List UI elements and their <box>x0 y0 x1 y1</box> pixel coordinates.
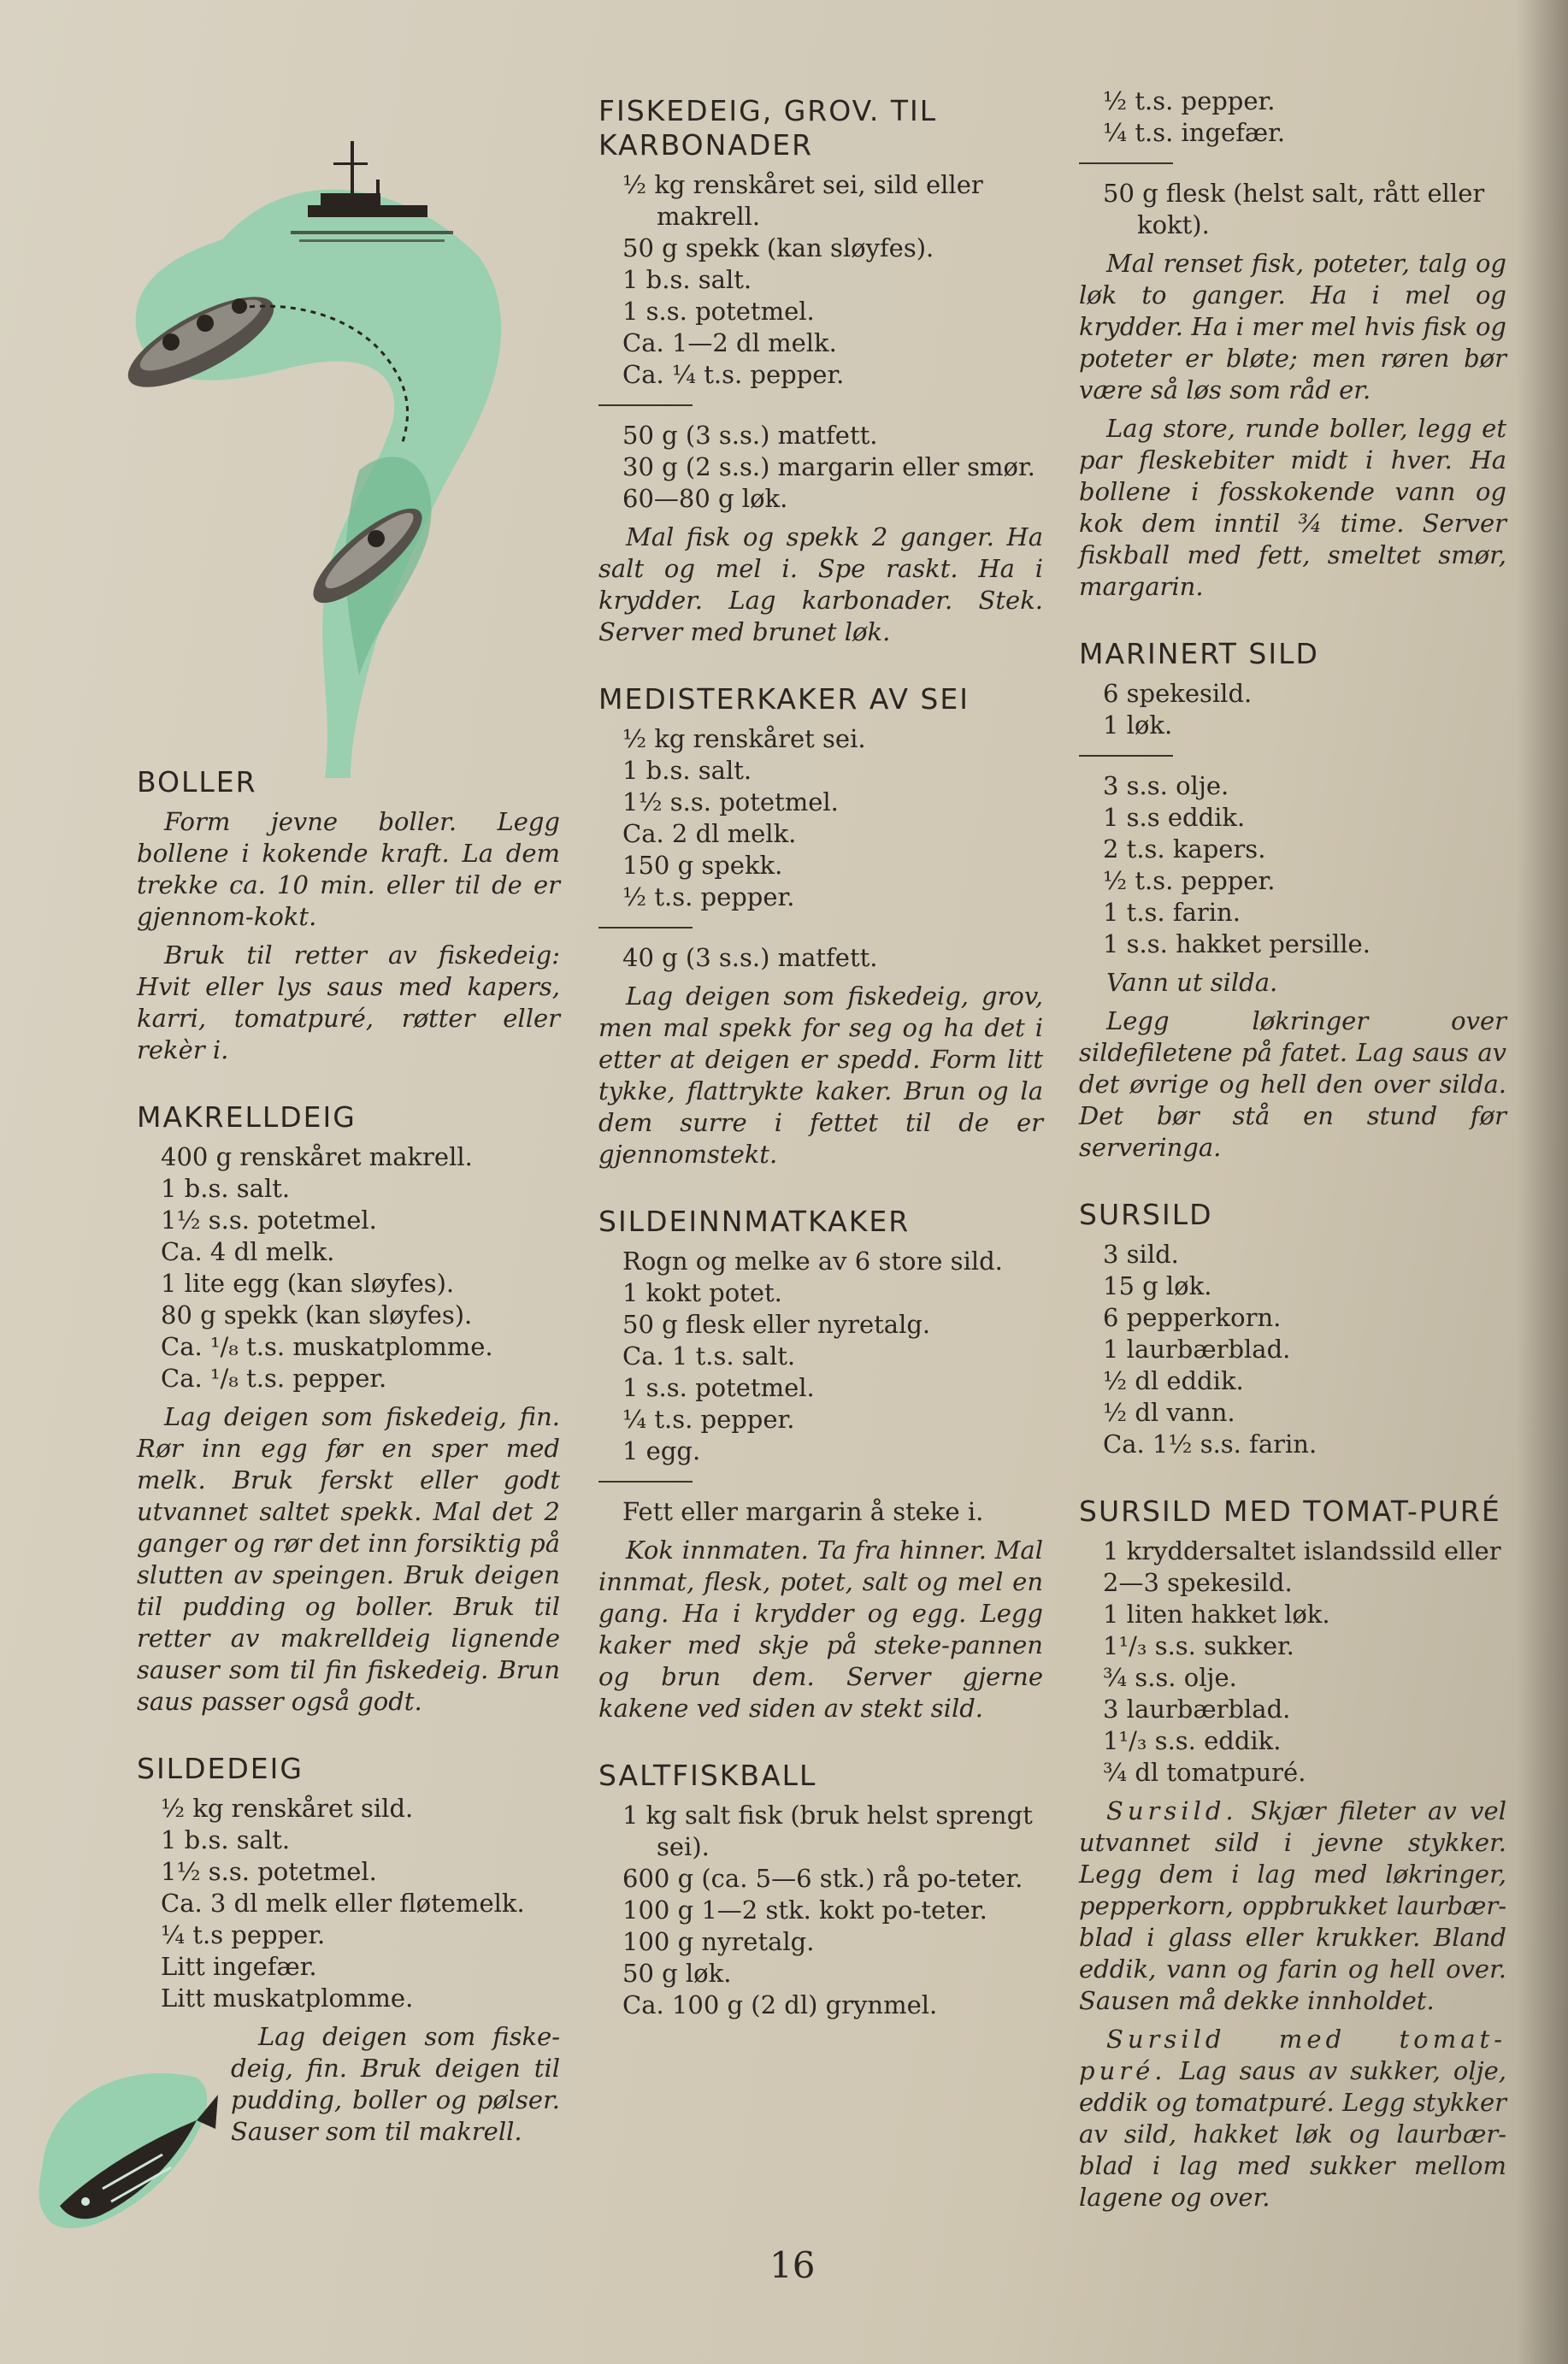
ingredient: ½ t.s. pepper. <box>622 882 795 911</box>
recipe-title: FISKEDEIG, GROV. TIL KARBONADER <box>598 94 938 162</box>
ingredient: 60—80 g løk. <box>622 484 788 513</box>
ingredient-list <box>137 1141 560 1394</box>
method-text: Skjær fileter av vel utvannet sild i jevne stykker. Legg dem i lag med løkringer, pepperkorn, oppbrukket laurbær-blad i glass eller krukker. Bland eddik, vann og farin og hell over. Sausen må dekke innholdet. <box>1079 1796 1506 2015</box>
ingredient: 1 s.s eddik. <box>1103 803 1246 832</box>
page-number: 16 <box>769 2244 816 2286</box>
recipe-title: MAKRELLDEIG <box>137 1100 357 1134</box>
ingredient: Ca. ¹/₈ t.s. muskatplomme. <box>161 1332 493 1361</box>
ingredient: 1 kg salt fisk (bruk helst sprengt sei). <box>622 1801 1033 1861</box>
ingredient-list <box>1079 85 1506 149</box>
method-lead: Sursild med tomat-puré. <box>1079 2025 1506 2085</box>
ingredient-list <box>598 723 1043 913</box>
recipe-title: SURSILD <box>1079 1198 1213 1231</box>
ingredient: Fett eller margarin å steke i. <box>622 1497 984 1526</box>
recipe-method: Lag deigen som fiskedeig, grov, men mal spekk for seg og ha det i etter at deigen er spedd. Form litt tykke, flattrykte kaker. Brun og la dem surre i fettet til de er gjennomstekt. <box>598 982 1043 1169</box>
ingredient: 1 b.s. salt. <box>161 1825 291 1854</box>
ingredient: Litt ingefær. <box>161 1952 317 1981</box>
ingredient: 6 spekesild. <box>1103 679 1253 708</box>
ingredient: ½ kg renskåret sild. <box>161 1794 414 1823</box>
ingredient: 1½ s.s. potetmel. <box>622 787 839 816</box>
divider <box>1079 755 1173 757</box>
recipe-method: Form jevne boller. Legg bollene i kokende kraft. La dem trekke ca. 10 min. eller til de er gjennom-kokt. <box>137 807 560 931</box>
divider <box>598 1481 693 1483</box>
ingredient: ½ dl eddik. <box>1103 1366 1244 1395</box>
ingredient: 400 g renskåret makrell. <box>161 1142 473 1171</box>
ingredient: 600 g (ca. 5—6 stk.) rå po-teter. <box>622 1864 1023 1893</box>
ingredient: Ca. ¼ t.s. pepper. <box>622 360 845 389</box>
recipe-title: MEDISTERKAKER AV SEI <box>598 682 970 716</box>
ingredient: 3 s.s. olje. <box>1103 771 1229 800</box>
ingredient: ¼ t.s. ingefær. <box>1103 118 1286 147</box>
method-text: Lag saus av sukker, olje, eddik og tomatpuré. Legg stykker av sild, hakket løk og laurbær-blad i lag med sukker mellom lagene og over. <box>1079 2056 1506 2212</box>
ingredient-list <box>1079 1239 1506 1460</box>
ingredient: 1 løk. <box>1103 710 1173 740</box>
recipe-title: SURSILD MED TOMAT-PURÉ <box>1079 1494 1501 1528</box>
recipe-method: Vann ut silda. <box>1106 968 1278 997</box>
ingredient: 50 g (3 s.s.) matfett. <box>622 421 878 450</box>
ingredient: Ca. 1½ s.s. farin. <box>1103 1430 1317 1459</box>
ingredient: 1¹/₃ s.s. eddik. <box>1103 1726 1282 1755</box>
method-lead: Sursild. <box>1106 1796 1238 1825</box>
recipe-method: Lag deigen som fiskedeig, fin. Rør inn egg før en sper med melk. Bruk ferskt eller godt utvannet saltet spekk. Mal det 2 ganger og rør det inn forsiktig på slutten av speingen. Bruk deigen til pudding og boller. Bruk til retter av makrelldeig lignende sauser som til fin fiskedeig. Brun saus passer også godt. <box>137 1402 560 1716</box>
column-middle <box>598 94 1043 2021</box>
ingredient-list <box>1079 770 1506 960</box>
ingredient: ¾ s.s. olje. <box>1103 1663 1237 1692</box>
ingredient: 1½ s.s. potetmel. <box>161 1857 377 1886</box>
ingredient: 30 g (2 s.s.) margarin eller smør. <box>622 452 1035 481</box>
recipe-title: MARINERT SILD <box>1079 637 1319 670</box>
recipe-title: SILDEINNMATKAKER <box>598 1205 911 1238</box>
ingredient: 50 g flesk eller nyretalg. <box>622 1310 931 1339</box>
ingredient: ½ t.s. pepper. <box>1103 86 1276 115</box>
ingredient: 1 s.s. potetmel. <box>622 1373 815 1402</box>
recipe-title: BOLLER <box>137 765 257 799</box>
ingredient: ½ kg renskåret sei, sild eller makrell. <box>622 170 983 231</box>
green-wash <box>136 190 501 778</box>
ingredient: 1½ s.s. potetmel. <box>161 1206 377 1235</box>
recipe-method <box>1079 1795 1506 2017</box>
ingredient: 1 kryddersaltet islandssild eller <box>1103 1536 1501 1565</box>
ingredient: 1 laurbærblad. <box>1103 1335 1291 1364</box>
ingredient: 3 laurbærblad. <box>1103 1695 1291 1724</box>
ingredient: Ca. 100 g (2 dl) grynmel. <box>622 1990 938 2019</box>
divider <box>598 404 693 406</box>
ingredient: 1 s.s. hakket persille. <box>1103 929 1371 958</box>
ingredient: 40 g (3 s.s.) matfett. <box>622 943 878 972</box>
recipe-method: Mal renset fisk, poteter, talg og løk to ganger. Ha i mel og krydder. Ha i mer mel hvis fisk og poteter er bløte; men røren bør være så løs som råd er. <box>1079 249 1506 404</box>
recipe-method: Bruk til retter av fiskedeig: Hvit eller lys saus med kapers, karri, tomatpuré, røtter eller rekèr i. <box>137 940 560 1064</box>
ingredient: 50 g flesk (helst salt, rått eller kokt). <box>1103 179 1485 239</box>
fishing-boats-illustration <box>120 111 530 778</box>
ingredient: Ca. 3 dl melk eller fløtemelk. <box>161 1889 525 1918</box>
ingredient: ¾ dl tomatpuré. <box>1103 1758 1306 1787</box>
ingredient-list <box>1079 178 1506 241</box>
ingredient: 15 g løk. <box>1103 1271 1212 1300</box>
ingredient-list <box>598 1800 1043 2021</box>
ingredient: 1 b.s. salt. <box>622 756 752 785</box>
ingredient-list <box>598 1246 1043 1467</box>
ingredient: 100 g nyretalg. <box>622 1927 815 1956</box>
ingredient-list <box>1079 678 1506 741</box>
ingredient: 150 g spekk. <box>622 851 783 880</box>
ingredient: Ca. 1—2 dl melk. <box>622 328 837 357</box>
ingredient: ½ kg renskåret sei. <box>622 724 866 753</box>
ingredient: 1¹/₃ s.s. sukker. <box>1103 1631 1294 1660</box>
ingredient: ¼ t.s pepper. <box>161 1920 326 1949</box>
ingredient-list <box>1079 1536 1506 1789</box>
ingredient: ¼ t.s. pepper. <box>622 1405 795 1434</box>
ingredient: 50 g spekk (kan sløyfes). <box>622 233 934 262</box>
ingredient: 3 sild. <box>1103 1240 1179 1269</box>
recipe-title: SALTFISKBALL <box>598 1759 817 1792</box>
ingredient: Rogn og melke av 6 store sild. <box>622 1247 1003 1276</box>
ingredient: 50 g løk. <box>622 1959 732 1988</box>
ingredient: Litt muskatplomme. <box>161 1984 414 2013</box>
recipe-method: Lag deigen som fiske-deig, fin. Bruk deigen til pudding, boller og pølser. Sauser som til makrell. <box>231 2022 560 2146</box>
ingredient: 6 pepperkorn. <box>1103 1303 1282 1332</box>
column-right <box>1079 85 1506 2214</box>
recipe-method: Mal fisk og spekk 2 ganger. Ha salt og mel i. Spe raskt. Ha i krydder. Lag karbonader. Stek. Server med brunet løk. <box>598 522 1043 646</box>
ingredient: 1 lite egg (kan sløyfes). <box>161 1269 455 1298</box>
ingredient-list <box>598 169 1043 391</box>
ingredient-list <box>137 1793 560 2014</box>
ingredient: ½ dl vann. <box>1103 1398 1235 1427</box>
ingredient: 1 b.s. salt. <box>161 1174 291 1203</box>
ingredient: 100 g 1—2 stk. kokt po-teter. <box>622 1895 987 1925</box>
column-left <box>137 765 560 2148</box>
ingredient: Ca. 1 t.s. salt. <box>622 1341 796 1371</box>
ingredient: 1 egg. <box>622 1436 701 1465</box>
ingredient: Ca. ¹/₈ t.s. pepper. <box>161 1364 387 1393</box>
ingredient-list <box>598 1496 1043 1528</box>
ingredient: 2 t.s. kapers. <box>1103 834 1266 864</box>
ingredient: 1 s.s. potetmel. <box>622 297 815 326</box>
ingredient: ½ t.s. pepper. <box>1103 866 1276 895</box>
recipe-method: Lag store, runde boller, legg et par fleskebiter midt i hver. Ha bollene i fosskokende vann og kok dem inntil ¾ time. Server fiskball med fett, smeltet smør, margarin. <box>1079 414 1506 601</box>
ingredient: Ca. 4 dl melk. <box>161 1237 335 1266</box>
ingredient: 1 kokt potet. <box>622 1278 782 1307</box>
ingredient-list <box>598 420 1043 515</box>
ingredient: 2—3 spekesild. <box>1103 1568 1293 1597</box>
divider <box>1079 162 1173 164</box>
ingredient: 1 liten hakket løk. <box>1103 1600 1330 1629</box>
divider <box>598 927 693 929</box>
recipe-method <box>1079 2024 1506 2214</box>
ingredient: Ca. 2 dl melk. <box>622 819 797 848</box>
ingredient-list <box>598 942 1043 974</box>
ingredient: 1 b.s. salt. <box>622 265 752 294</box>
recipe-title: SILDEDEIG <box>137 1752 304 1785</box>
recipe-method: Legg løkringer over sildefiletene på fatet. Lag saus av det øvrige og hell den over silda. Det bør stå en stund før serveringa. <box>1079 1006 1506 1162</box>
recipe-method: Kok innmaten. Ta fra hinner. Mal innmat, flesk, potet, salt og mel en gang. Ha i krydder og egg. Legg kaker med skje på steke-pannen og brun dem. Server gjerne kakene ved siden av stekt sild. <box>598 1536 1043 1723</box>
ingredient: 1 t.s. farin. <box>1103 898 1241 927</box>
ingredient: 80 g spekk (kan sløyfes). <box>161 1300 473 1329</box>
